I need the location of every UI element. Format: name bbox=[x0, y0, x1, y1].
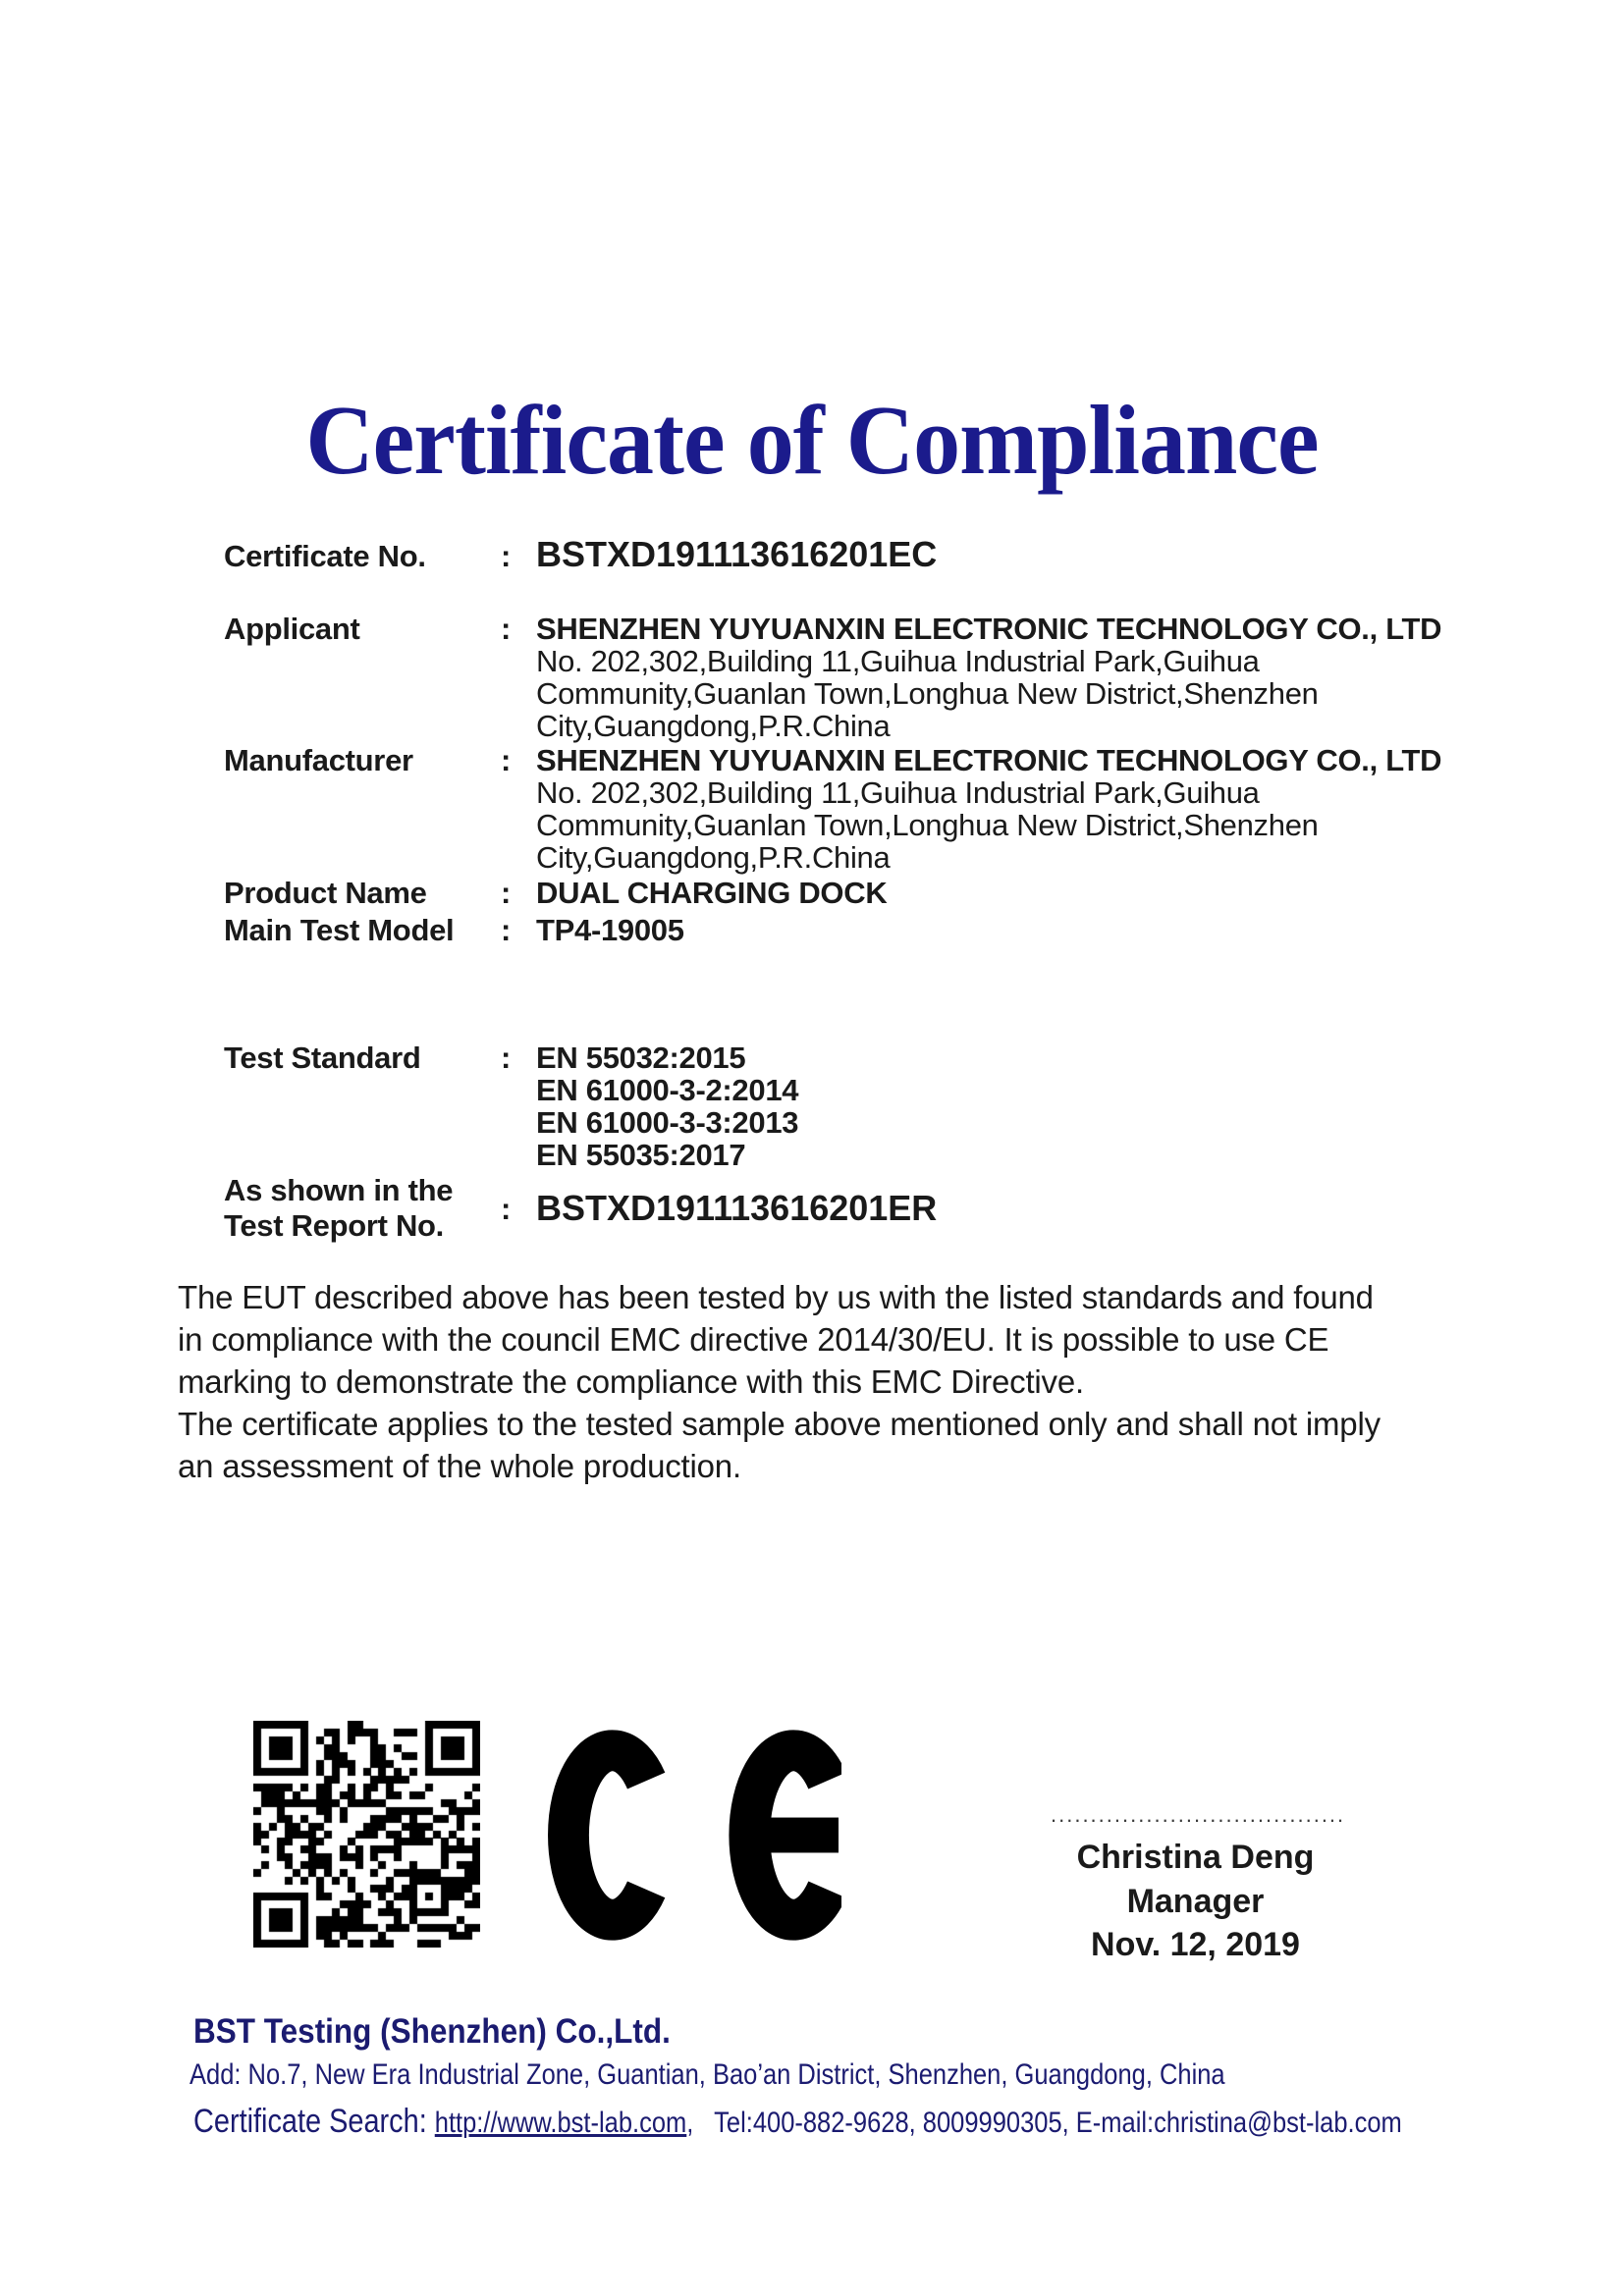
field-row-applicant bbox=[224, 613, 1471, 742]
applicant-address-line: City,Guangdong,P.R.China bbox=[536, 709, 891, 743]
statement-line: The certificate applies to the tested sample above mentioned only and shall not imply bbox=[178, 1406, 1380, 1442]
applicant-value bbox=[536, 613, 1471, 742]
main-test-model-label: Main Test Model bbox=[224, 913, 455, 947]
test-report-label-line1: As shown in the bbox=[224, 1173, 454, 1207]
footer-contact-line bbox=[193, 2103, 1402, 2141]
test-standard-line: EN 55032:2015 bbox=[536, 1041, 746, 1075]
field-row-manufacturer bbox=[224, 744, 1471, 874]
footer-company-name: BST Testing (Shenzhen) Co.,Ltd. bbox=[193, 2012, 671, 2051]
product-name-value: DUAL CHARGING DOCK bbox=[536, 876, 888, 910]
field-row-test-report-no bbox=[224, 1173, 1471, 1244]
manufacturer-company: SHENZHEN YUYUANXIN ELECTRONIC TECHNOLOGY CO., LTD bbox=[536, 743, 1442, 777]
field-colon: : bbox=[501, 1041, 512, 1075]
test-report-label-line2: Test Report No. bbox=[224, 1208, 444, 1243]
compliance-statement bbox=[178, 1276, 1513, 1487]
field-colon: : bbox=[501, 876, 512, 910]
test-standard-line: EN 55035:2017 bbox=[536, 1138, 746, 1172]
certificate-no-value: BSTXD191113616201EC bbox=[536, 534, 938, 574]
signature-date: Nov. 12, 2019 bbox=[1091, 1926, 1300, 1963]
product-name-label: Product Name bbox=[224, 876, 427, 910]
statement-line: in compliance with the council EMC directive 2014/30/EU. It is possible to use CE bbox=[178, 1321, 1329, 1358]
statement-line: The EUT described above has been tested by us with the listed standards and found bbox=[178, 1279, 1374, 1315]
field-colon: : bbox=[501, 913, 512, 947]
manufacturer-label: Manufacturer bbox=[224, 743, 413, 777]
signatory-name: Christina Deng bbox=[1076, 1839, 1315, 1876]
manufacturer-address-line: Community,Guanlan Town,Longhua New District,Shenzhen bbox=[536, 808, 1319, 842]
footer-address: Add: No.7, New Era Industrial Zone, Guantian, Bao’an District, Shenzhen, Guangdong, China bbox=[189, 2058, 1225, 2091]
applicant-address-line: Community,Guanlan Town,Longhua New District,Shenzhen bbox=[536, 676, 1319, 711]
main-test-model-value: TP4-19005 bbox=[536, 913, 684, 947]
certificate-no-label: Certificate No. bbox=[224, 539, 426, 573]
test-standard-label: Test Standard bbox=[224, 1041, 421, 1075]
manufacturer-address-line: No. 202,302,Building 11,Guihua Industrial Park,Guihua bbox=[536, 775, 1260, 810]
manufacturer-address-line: City,Guangdong,P.R.China bbox=[536, 840, 891, 875]
applicant-company: SHENZHEN YUYUANXIN ELECTRONIC TECHNOLOGY CO., LTD bbox=[536, 612, 1442, 646]
certificate-search-link[interactable]: http://www.bst-lab.com bbox=[434, 2107, 687, 2139]
manufacturer-value bbox=[536, 744, 1471, 874]
test-standard-values bbox=[536, 1041, 1471, 1171]
signature-dotted-line: ..................................... bbox=[1051, 1802, 1346, 1827]
certificate-fields bbox=[224, 535, 1471, 1244]
applicant-address-line: No. 202,302,Building 11,Guihua Industrial Park,Guihua bbox=[536, 644, 1260, 678]
field-colon: : bbox=[501, 612, 512, 646]
field-row-certificate-no bbox=[224, 535, 1471, 576]
signatory-role: Manager bbox=[1126, 1883, 1265, 1920]
certificate-title: Certificate of Compliance bbox=[305, 385, 1319, 495]
field-row-main-test-model bbox=[224, 914, 1471, 946]
statement-line: marking to demonstrate the compliance with this EMC Directive. bbox=[178, 1363, 1084, 1400]
ce-mark-icon bbox=[548, 1730, 841, 1941]
signature-block bbox=[1051, 1802, 1346, 1964]
field-row-test-standard bbox=[224, 1041, 1471, 1171]
applicant-label: Applicant bbox=[224, 612, 360, 646]
test-report-value: BSTXD191113616201ER bbox=[536, 1188, 938, 1228]
test-report-label bbox=[224, 1173, 501, 1244]
certificate-search-label: Certificate Search: bbox=[193, 2103, 435, 2140]
field-row-product-name bbox=[224, 877, 1471, 909]
test-standard-line: EN 61000-3-2:2014 bbox=[536, 1073, 799, 1107]
qr-code bbox=[253, 1721, 480, 1948]
footer-contact-info: , Tel:400-882-9628, 8009990305, E-mail:christina@bst-lab.com bbox=[686, 2107, 1402, 2139]
statement-line: an assessment of the whole production. bbox=[178, 1448, 741, 1484]
field-colon: : bbox=[501, 1191, 512, 1226]
field-colon: : bbox=[501, 539, 512, 573]
test-standard-line: EN 61000-3-3:2013 bbox=[536, 1105, 799, 1140]
field-colon: : bbox=[501, 743, 512, 777]
